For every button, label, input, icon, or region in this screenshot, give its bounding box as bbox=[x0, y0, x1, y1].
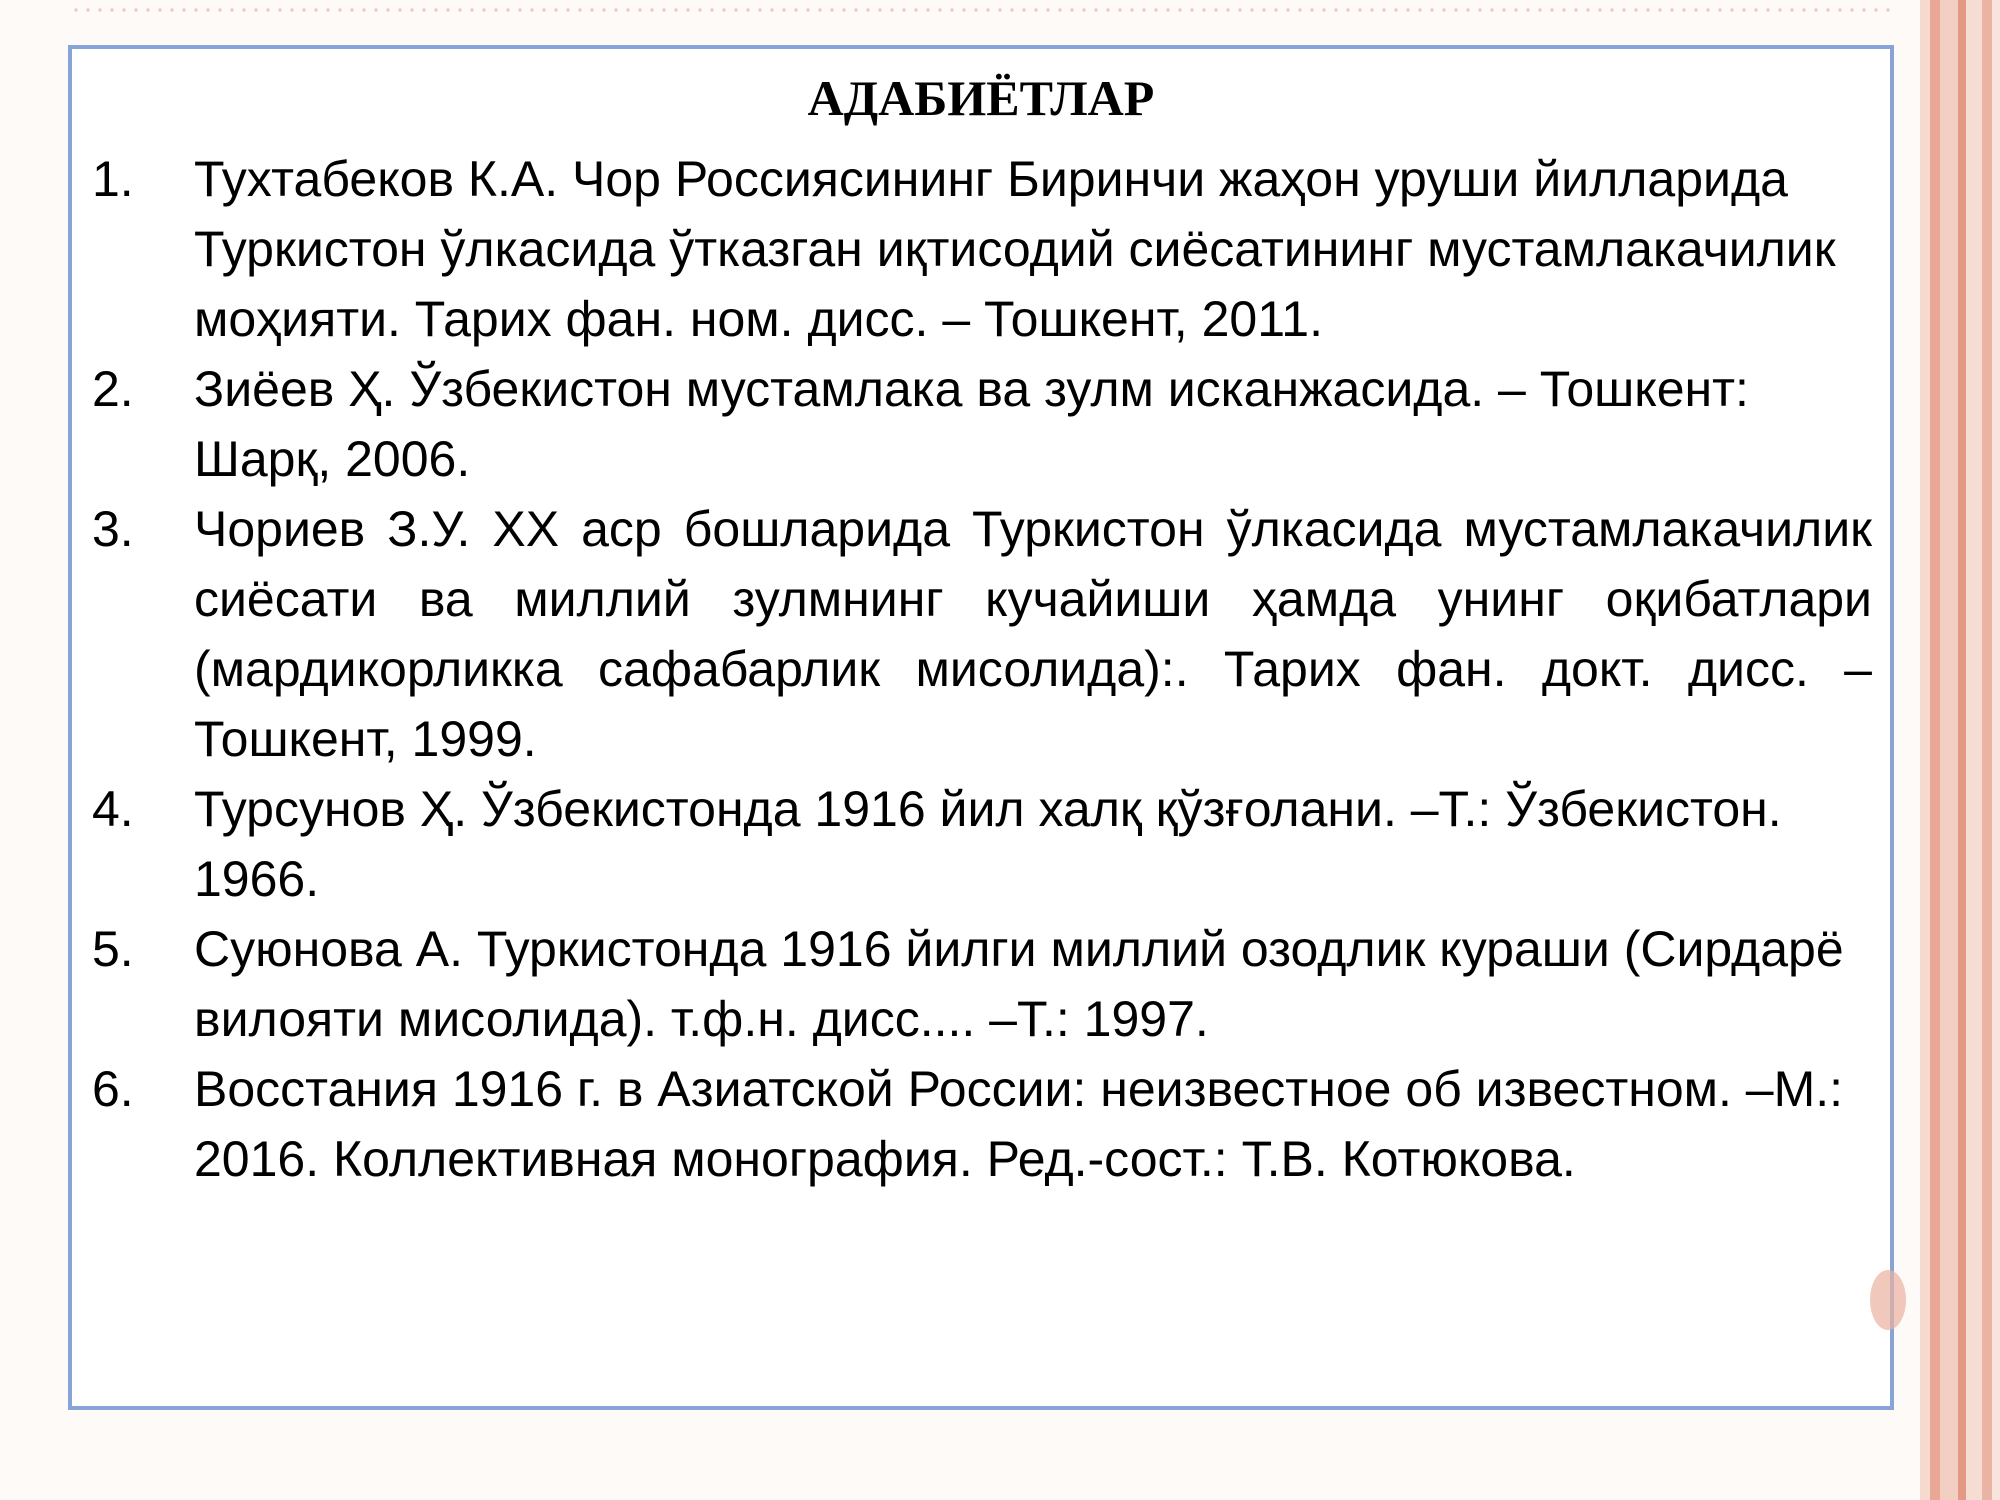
reference-list bbox=[92, 144, 1872, 1194]
slide-title: АДАБИЁТЛАР bbox=[807, 70, 1155, 126]
top-dotted-border bbox=[70, 8, 1890, 12]
reference-text: Суюнова А. Туркистонда 1916 йилги миллий озодлик кураши (Сирдарё вилояти мисолида). т.ф.н. дисс.... –Т.: 1997. bbox=[194, 921, 1844, 1047]
reference-text: Турсунов Ҳ. Ўзбекистонда 1916 йил халқ қўзғолани. –Т.: Ўзбекистон. 1966. bbox=[194, 781, 1782, 907]
reference-number: 5. bbox=[92, 921, 134, 977]
reference-text: Чориев З.У. XX аср бошларида Туркистон ўлкасида мустамлакачилик сиёсати ва миллий зулмнинг кучайиши ҳамда унинг оқибатлари (мардикорликка сафабарлик мисолида):. Тарих фан. докт. дисс. – Тошкент, 1999. bbox=[194, 501, 1872, 767]
reference-item bbox=[92, 144, 1872, 354]
reference-number: 2. bbox=[92, 361, 134, 417]
reference-item bbox=[92, 774, 1872, 914]
reference-text: Восстания 1916 г. в Азиатской России: неизвестное об известном. –М.: 2016. Коллективная монография. Ред.-сост.: Т.В. Котюкова. bbox=[194, 1061, 1844, 1187]
reference-item bbox=[92, 354, 1872, 494]
right-decorative-stripes bbox=[1920, 0, 2000, 1500]
reference-number: 1. bbox=[92, 151, 134, 207]
reference-number: 6. bbox=[92, 1061, 134, 1117]
reference-text: Тухтабеков К.А. Чор Россиясининг Биринчи жаҳон уруши йилларида Туркистон ўлкасида ўтказган иқтисодий сиёсатининг мустамлакачилик моҳияти. Тарих фан. ном. дисс. – Тошкент, 2011. bbox=[194, 151, 1836, 347]
reference-item bbox=[92, 914, 1872, 1054]
reference-number: 4. bbox=[92, 781, 134, 837]
reference-item bbox=[92, 1054, 1872, 1194]
reference-text: Зиёев Ҳ. Ўзбекистон мустамлака ва зулм исканжасида. – Тошкент: Шарқ, 2006. bbox=[194, 361, 1749, 487]
reference-item bbox=[92, 494, 1872, 774]
decorative-circle bbox=[1870, 1270, 1906, 1330]
slide-content-frame bbox=[68, 45, 1894, 1410]
reference-number: 3. bbox=[92, 501, 134, 557]
